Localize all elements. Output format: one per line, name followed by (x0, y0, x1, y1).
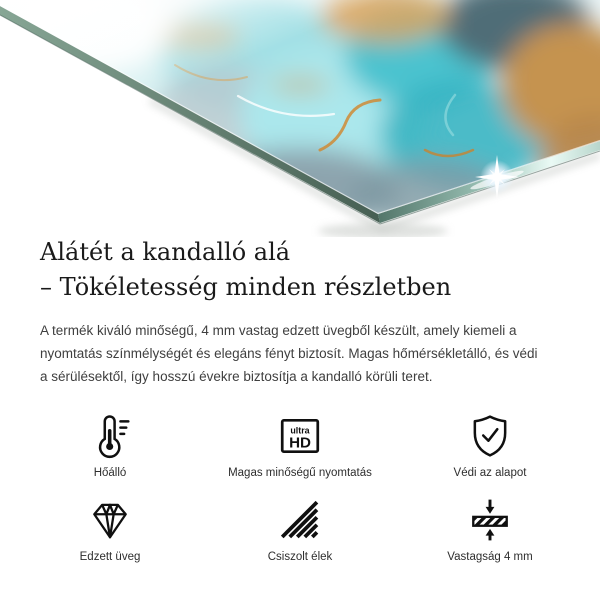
feature-protects-base (380, 413, 600, 497)
feature-label: Csiszolt élek (267, 551, 333, 563)
product-image (0, 0, 600, 237)
ultra-hd-text-large: HD (289, 434, 311, 452)
diamond-icon (87, 497, 133, 543)
product-description-section (0, 235, 600, 581)
feature-polished-edges (220, 497, 380, 581)
title-line-1: Alátét a kandalló alá (40, 238, 291, 266)
feature-grid (0, 413, 600, 581)
feature-label: Hőálló (93, 467, 127, 479)
product-description: A termék kiváló minőségű, 4 mm vastag edzett üvegből készült, amely kiemeli a nyomtatás színmélységét és elegáns fényt biztosít. Magas hőmérsékletálló, és védi a sérülésektől, így hosszú évekre biztosítja a kandalló körüli teret. (40, 323, 538, 384)
page-title (0, 235, 600, 305)
feature-label: Védi az alapot (453, 467, 527, 479)
feature-label: Edzett üveg (79, 551, 141, 563)
polished-edges-icon (277, 497, 323, 543)
ultra-hd-icon (277, 413, 323, 459)
shield-check-icon (467, 413, 513, 459)
ultra-hd-text-small: ultra (290, 425, 310, 436)
feature-tempered-glass (0, 497, 220, 581)
feature-thickness (380, 497, 600, 581)
feature-heat-resistant (0, 413, 220, 497)
thermometer-icon (87, 413, 133, 459)
title-line-2: – Tökéletesség minden részletben (40, 273, 452, 301)
feature-print-quality (220, 413, 380, 497)
glass-panel-photo (0, 0, 600, 237)
feature-label: Vastagság 4 mm (447, 551, 533, 563)
thickness-icon (467, 497, 513, 543)
glass-panel-artwork (0, 0, 600, 237)
feature-label: Magas minőségű nyomtatás (228, 467, 372, 479)
